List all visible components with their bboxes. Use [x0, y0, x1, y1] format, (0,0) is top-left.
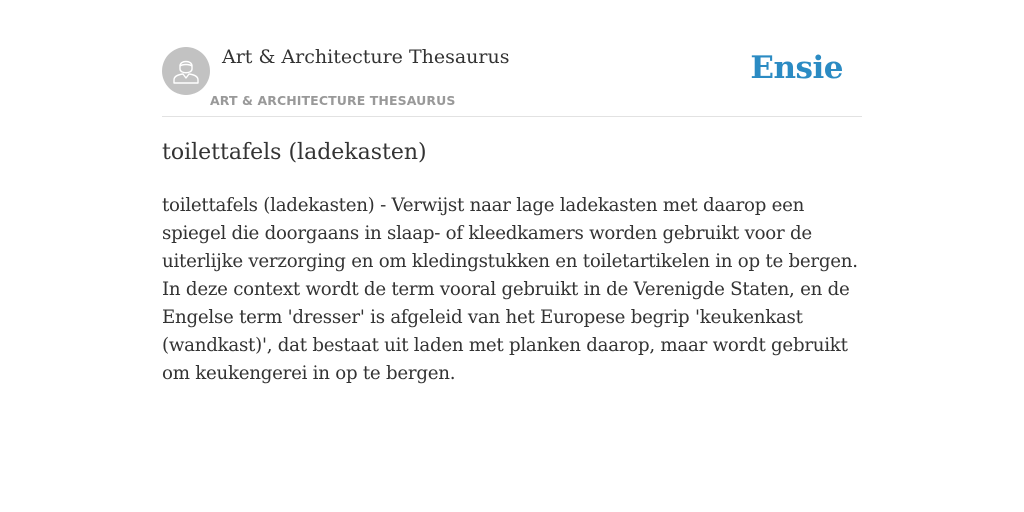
source-avatar[interactable]	[162, 47, 210, 95]
entry-header	[162, 0, 862, 117]
page-content	[162, 0, 862, 384]
source-name[interactable]: Art & Architecture Thesaurus	[222, 46, 510, 68]
entry-definition: toilettafels (ladekasten) - Verwijst naar lage ladekasten met daarop een spiegel die doorgaans in slaap- of kleedkamers worden gebruikt voor de uiterlijke verzorging en om kledingstukken en toiletartikelen in op te bergen. In deze context wordt de term vooral gebruikt in de Verenigde Staten, en de Engelse term 'dresser' is afgeleid van het Europese begrip 'keukenkast (wandkast)', dat bestaat uit laden met planken daarop, maar wordt gebruikt om keukengerei in op te bergen.	[162, 195, 858, 384]
ensie-logo[interactable]: Ensie	[750, 50, 843, 86]
entry-title: toilettafels (ladekasten)	[162, 140, 427, 165]
source-label[interactable]: ART & ARCHITECTURE THESAURUS	[210, 93, 456, 108]
user-placeholder-icon	[162, 47, 210, 95]
